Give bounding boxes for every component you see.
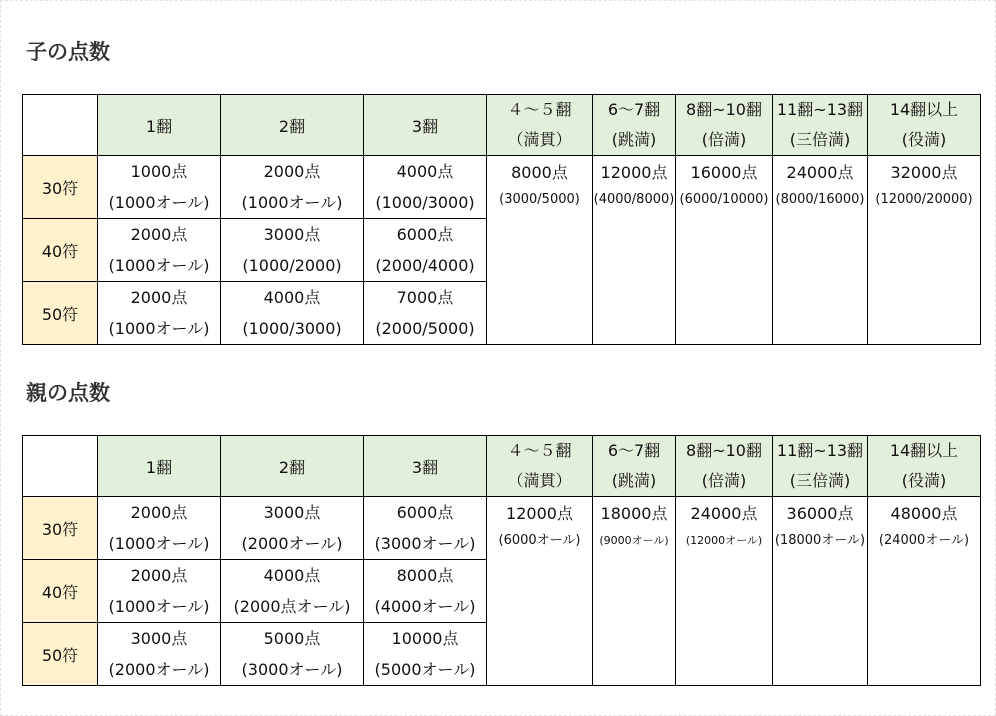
ko-header-3han: 3翻 — [364, 95, 487, 156]
oya-row-30fu — [23, 497, 981, 560]
oya-fu-label: 40符 — [23, 560, 98, 623]
payment: (1000オール) — [108, 319, 210, 338]
oya-yakuman-cell — [868, 497, 981, 686]
payment: (6000オール) — [498, 533, 581, 548]
oya-fu-label: 30符 — [23, 497, 98, 560]
points: 2000点 — [130, 503, 188, 522]
oya-corner-cell — [23, 436, 98, 497]
ko-score-table — [22, 94, 981, 345]
payment: (1000オール) — [108, 534, 210, 553]
points: 8000点 — [511, 163, 568, 182]
ko-score-cell — [98, 219, 221, 282]
oya-score-cell — [98, 623, 221, 686]
ko-corner-cell — [23, 95, 98, 156]
oya-header-yakuman — [868, 436, 981, 497]
payment: (1000オール) — [108, 256, 210, 275]
points: 2000点 — [130, 225, 188, 244]
header-line2: (役満) — [901, 130, 947, 149]
header-line1: 14翻以上 — [889, 441, 959, 460]
header-line1: ４～５翻 — [507, 441, 572, 460]
ko-mangan-cell — [487, 156, 593, 345]
ko-fu-label: 40符 — [23, 219, 98, 282]
points: 8000点 — [396, 566, 454, 585]
payment: (2000オール) — [108, 660, 210, 679]
payment: (1000オール) — [108, 193, 210, 212]
ko-fu-label: 30符 — [23, 156, 98, 219]
points: 4000点 — [396, 162, 454, 181]
ko-section-title: 子の点数 — [26, 40, 110, 64]
payment: (4000/8000) — [593, 192, 675, 207]
payment: (12000/20000) — [875, 192, 973, 207]
points: 4000点 — [263, 566, 321, 585]
points: 12000点 — [506, 504, 573, 523]
header-line1: 6～7翻 — [607, 100, 661, 119]
payment: (1000オール) — [108, 597, 210, 616]
points: 5000点 — [263, 629, 321, 648]
header-line1: 11翻~13翻 — [776, 100, 864, 119]
oya-header-1han: 1翻 — [98, 436, 221, 497]
payment: (12000オール) — [685, 534, 763, 547]
oya-header-mangan — [487, 436, 593, 497]
header-line2: (三倍満) — [789, 471, 851, 490]
payment: (6000/10000) — [679, 192, 769, 207]
payment: (2000/4000) — [375, 256, 475, 275]
header-line1: 6～7翻 — [607, 441, 661, 460]
points: 3000点 — [130, 629, 188, 648]
header-line1: 14翻以上 — [889, 100, 959, 119]
points: 12000点 — [600, 163, 668, 182]
payment: (9000オール) — [599, 534, 669, 547]
oya-header-2han: 2翻 — [221, 436, 364, 497]
oya-header-3han: 3翻 — [364, 436, 487, 497]
oya-baiman-cell — [676, 497, 773, 686]
ko-header-baiman — [676, 95, 773, 156]
header-line1: 8翻~10翻 — [686, 100, 762, 119]
header-line1: 11翻~13翻 — [776, 441, 864, 460]
points: 2000点 — [130, 288, 188, 307]
points: 24000点 — [690, 504, 758, 523]
oya-score-cell — [221, 560, 364, 623]
payment: (5000オール) — [374, 660, 476, 679]
header-line2: (役満) — [901, 471, 947, 490]
payment: (18000オール) — [774, 533, 866, 548]
header-line1: ４～５翻 — [507, 100, 572, 119]
oya-section-title: 親の点数 — [26, 381, 110, 405]
points: 16000点 — [690, 163, 758, 182]
payment: (1000/2000) — [242, 256, 342, 275]
payment: (3000オール) — [374, 534, 476, 553]
payment: (2000/5000) — [375, 319, 475, 338]
ko-header-2han: 2翻 — [221, 95, 364, 156]
payment: (2000点オール) — [233, 597, 351, 616]
points: 10000点 — [391, 629, 459, 648]
points: 48000点 — [890, 504, 958, 523]
ko-header-yakuman — [868, 95, 981, 156]
oya-score-cell — [98, 497, 221, 560]
ko-header-mangan — [487, 95, 593, 156]
payment: (2000オール) — [241, 534, 343, 553]
header-line1: 8翻~10翻 — [686, 441, 762, 460]
points: 7000点 — [396, 288, 454, 307]
ko-score-cell — [364, 219, 487, 282]
header-line2: (跳満) — [611, 471, 657, 490]
header-line2: （満貫） — [507, 471, 572, 490]
points: 3000点 — [263, 225, 321, 244]
ko-score-cell — [221, 156, 364, 219]
points: 2000点 — [130, 566, 188, 585]
ko-baiman-cell — [676, 156, 773, 345]
payment: (1000/3000) — [375, 193, 475, 212]
ko-header-row — [23, 95, 981, 156]
payment: (3000オール) — [241, 660, 343, 679]
ko-haneman-cell — [593, 156, 676, 345]
points: 6000点 — [396, 225, 454, 244]
points: 2000点 — [263, 162, 321, 181]
ko-score-cell — [364, 282, 487, 345]
points: 18000点 — [600, 504, 668, 523]
ko-score-cell — [98, 156, 221, 219]
ko-fu-label: 50符 — [23, 282, 98, 345]
header-line2: (倍満) — [701, 130, 747, 149]
oya-score-cell — [364, 560, 487, 623]
oya-haneman-cell — [593, 497, 676, 686]
points: 3000点 — [263, 503, 321, 522]
payment: (4000オール) — [374, 597, 476, 616]
payment: (3000/5000) — [499, 192, 580, 207]
ko-score-cell — [221, 219, 364, 282]
oya-mangan-cell — [487, 497, 593, 686]
oya-score-cell — [364, 623, 487, 686]
oya-score-cell — [98, 560, 221, 623]
oya-header-sanbaiman — [773, 436, 868, 497]
points: 24000点 — [786, 163, 854, 182]
points: 36000点 — [786, 504, 854, 523]
payment: (1000/3000) — [242, 319, 342, 338]
ko-header-haneman — [593, 95, 676, 156]
oya-score-cell — [364, 497, 487, 560]
points: 32000点 — [890, 163, 958, 182]
oya-header-haneman — [593, 436, 676, 497]
payment: (8000/16000) — [775, 192, 865, 207]
oya-header-baiman — [676, 436, 773, 497]
header-line2: （満貫） — [507, 130, 572, 149]
points: 1000点 — [130, 162, 188, 181]
oya-fu-label: 50符 — [23, 623, 98, 686]
ko-score-cell — [98, 282, 221, 345]
ko-header-1han: 1翻 — [98, 95, 221, 156]
points: 6000点 — [396, 503, 454, 522]
oya-score-table — [22, 435, 981, 686]
payment: (24000オール) — [878, 533, 970, 548]
header-line2: (三倍満) — [789, 130, 851, 149]
header-line2: (跳満) — [611, 130, 657, 149]
ko-score-cell — [221, 282, 364, 345]
ko-sanbaiman-cell — [773, 156, 868, 345]
oya-score-cell — [221, 497, 364, 560]
oya-sanbaiman-cell — [773, 497, 868, 686]
header-line2: (倍満) — [701, 471, 747, 490]
oya-header-row — [23, 436, 981, 497]
ko-score-cell — [364, 156, 487, 219]
oya-score-cell — [221, 623, 364, 686]
points: 4000点 — [263, 288, 321, 307]
ko-yakuman-cell — [868, 156, 981, 345]
payment: (1000オール) — [241, 193, 343, 212]
ko-header-sanbaiman — [773, 95, 868, 156]
ko-row-30fu — [23, 156, 981, 219]
